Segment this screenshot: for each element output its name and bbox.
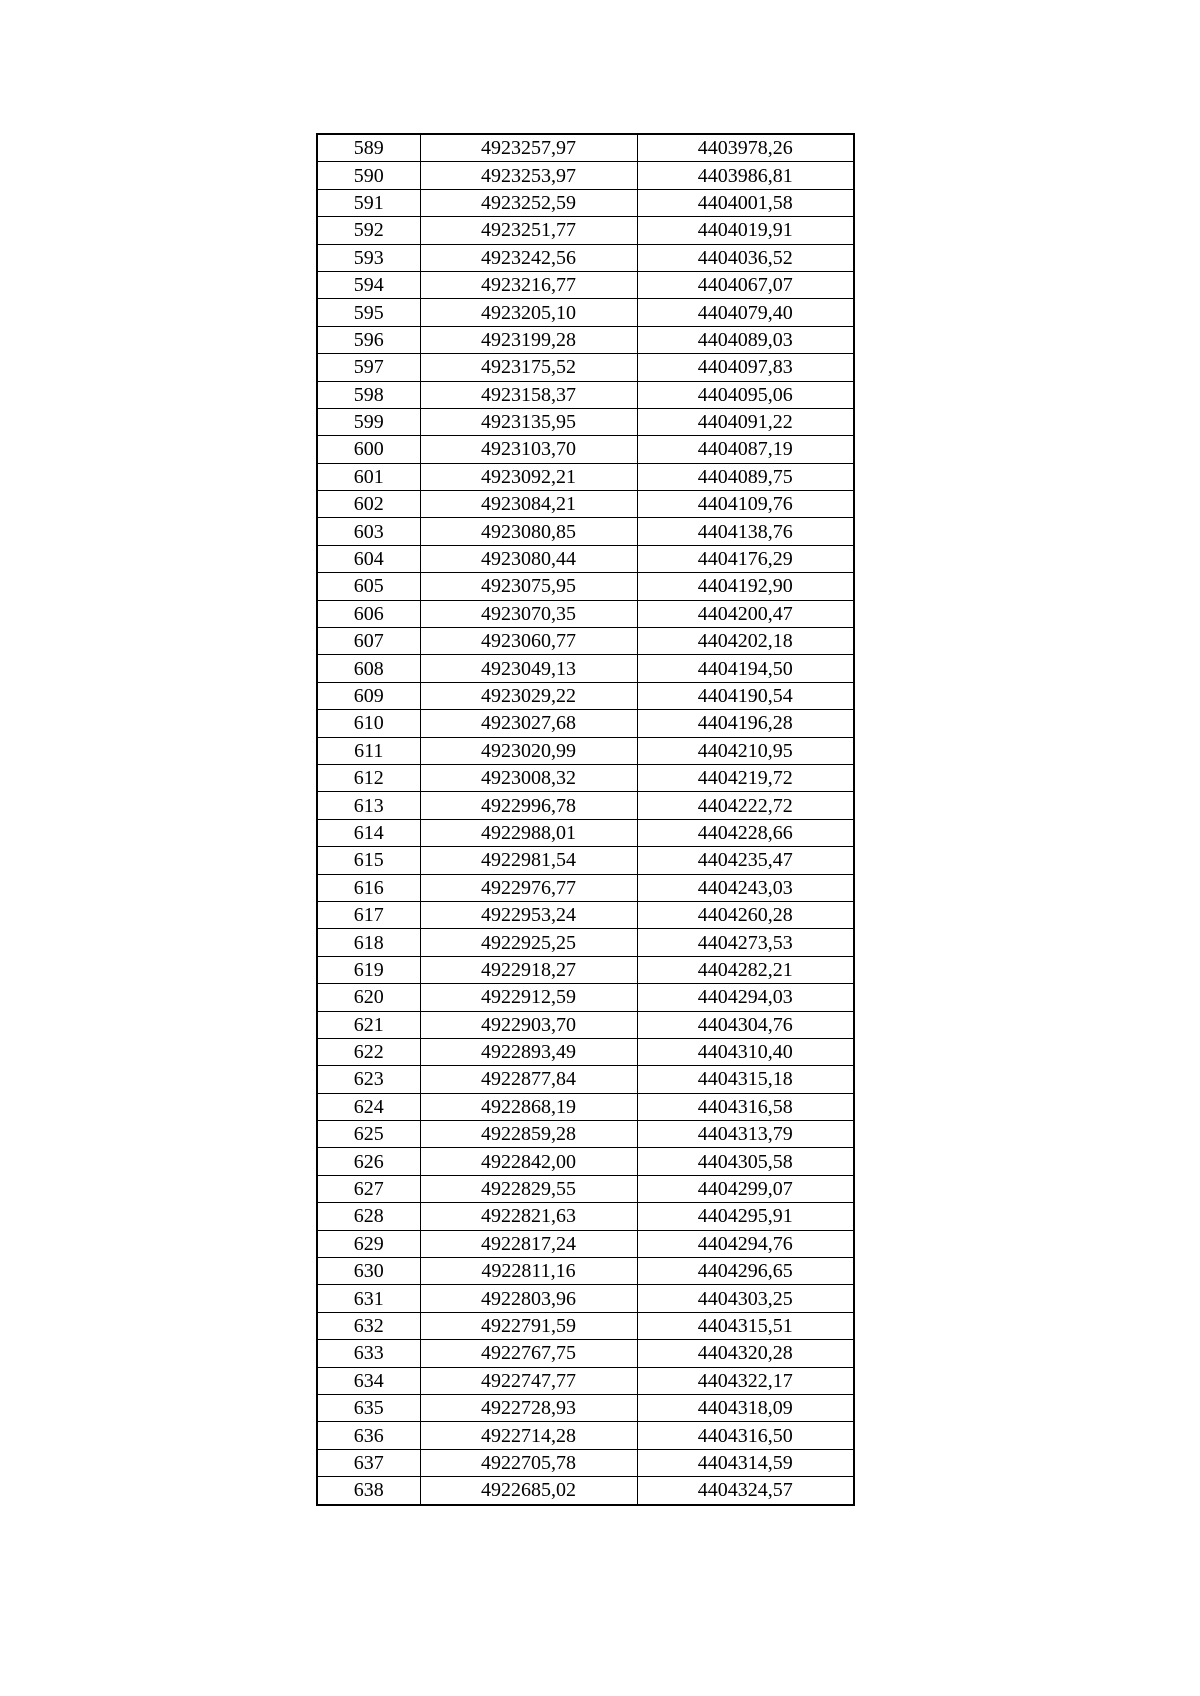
y-coordinate-cell: 4404310,40 bbox=[637, 1038, 854, 1065]
coordinates-table bbox=[316, 133, 855, 1506]
table-row bbox=[317, 682, 854, 709]
x-coordinate-cell: 4923092,21 bbox=[420, 463, 637, 490]
table-row bbox=[317, 299, 854, 326]
x-coordinate-cell: 4922877,84 bbox=[420, 1066, 637, 1093]
table-row bbox=[317, 1203, 854, 1230]
y-coordinate-cell: 4404314,59 bbox=[637, 1449, 854, 1476]
point-number-cell: 615 bbox=[317, 847, 420, 874]
table-row bbox=[317, 134, 854, 162]
table-row bbox=[317, 1449, 854, 1476]
table-row bbox=[317, 1093, 854, 1120]
table-row bbox=[317, 1148, 854, 1175]
point-number-cell: 608 bbox=[317, 655, 420, 682]
x-coordinate-cell: 4923252,59 bbox=[420, 189, 637, 216]
x-coordinate-cell: 4922728,93 bbox=[420, 1394, 637, 1421]
x-coordinate-cell: 4922714,28 bbox=[420, 1422, 637, 1449]
x-coordinate-cell: 4923103,70 bbox=[420, 436, 637, 463]
x-coordinate-cell: 4923060,77 bbox=[420, 628, 637, 655]
point-number-cell: 599 bbox=[317, 408, 420, 435]
y-coordinate-cell: 4404202,18 bbox=[637, 628, 854, 655]
table-row bbox=[317, 162, 854, 189]
x-coordinate-cell: 4923029,22 bbox=[420, 682, 637, 709]
y-coordinate-cell: 4404097,83 bbox=[637, 354, 854, 381]
x-coordinate-cell: 4923080,85 bbox=[420, 518, 637, 545]
y-coordinate-cell: 4404316,58 bbox=[637, 1093, 854, 1120]
point-number-cell: 638 bbox=[317, 1477, 420, 1505]
y-coordinate-cell: 4404089,03 bbox=[637, 326, 854, 353]
point-number-cell: 618 bbox=[317, 929, 420, 956]
y-coordinate-cell: 4404260,28 bbox=[637, 901, 854, 928]
table-row bbox=[317, 189, 854, 216]
x-coordinate-cell: 4922953,24 bbox=[420, 901, 637, 928]
point-number-cell: 598 bbox=[317, 381, 420, 408]
y-coordinate-cell: 4404001,58 bbox=[637, 189, 854, 216]
table-row bbox=[317, 1258, 854, 1285]
table-row bbox=[317, 1477, 854, 1505]
point-number-cell: 611 bbox=[317, 737, 420, 764]
y-coordinate-cell: 4404303,25 bbox=[637, 1285, 854, 1312]
table-row bbox=[317, 573, 854, 600]
table-row bbox=[317, 1312, 854, 1339]
point-number-cell: 637 bbox=[317, 1449, 420, 1476]
y-coordinate-cell: 4404222,72 bbox=[637, 792, 854, 819]
point-number-cell: 594 bbox=[317, 271, 420, 298]
x-coordinate-cell: 4922925,25 bbox=[420, 929, 637, 956]
y-coordinate-cell: 4404299,07 bbox=[637, 1175, 854, 1202]
x-coordinate-cell: 4923049,13 bbox=[420, 655, 637, 682]
table-row bbox=[317, 381, 854, 408]
y-coordinate-cell: 4404304,76 bbox=[637, 1011, 854, 1038]
table-row bbox=[317, 984, 854, 1011]
point-number-cell: 619 bbox=[317, 956, 420, 983]
table-row bbox=[317, 326, 854, 353]
y-coordinate-cell: 4404067,07 bbox=[637, 271, 854, 298]
point-number-cell: 609 bbox=[317, 682, 420, 709]
table-row bbox=[317, 847, 854, 874]
y-coordinate-cell: 4404095,06 bbox=[637, 381, 854, 408]
y-coordinate-cell: 4404294,03 bbox=[637, 984, 854, 1011]
table-row bbox=[317, 271, 854, 298]
table-row bbox=[317, 1230, 854, 1257]
table-row bbox=[317, 545, 854, 572]
table-row bbox=[317, 929, 854, 956]
y-coordinate-cell: 4404196,28 bbox=[637, 710, 854, 737]
table-row bbox=[317, 819, 854, 846]
x-coordinate-cell: 4922912,59 bbox=[420, 984, 637, 1011]
x-coordinate-cell: 4922791,59 bbox=[420, 1312, 637, 1339]
y-coordinate-cell: 4404036,52 bbox=[637, 244, 854, 271]
y-coordinate-cell: 4404194,50 bbox=[637, 655, 854, 682]
x-coordinate-cell: 4923027,68 bbox=[420, 710, 637, 737]
table-row bbox=[317, 408, 854, 435]
point-number-cell: 591 bbox=[317, 189, 420, 216]
y-coordinate-cell: 4404294,76 bbox=[637, 1230, 854, 1257]
y-coordinate-cell: 4404091,22 bbox=[637, 408, 854, 435]
coordinates-table-body bbox=[317, 134, 854, 1505]
table-row bbox=[317, 1121, 854, 1148]
x-coordinate-cell: 4923135,95 bbox=[420, 408, 637, 435]
table-row bbox=[317, 491, 854, 518]
table-row bbox=[317, 1422, 854, 1449]
table-row bbox=[317, 628, 854, 655]
y-coordinate-cell: 4404243,03 bbox=[637, 874, 854, 901]
point-number-cell: 601 bbox=[317, 463, 420, 490]
point-number-cell: 597 bbox=[317, 354, 420, 381]
table-row bbox=[317, 1285, 854, 1312]
table-row bbox=[317, 1394, 854, 1421]
x-coordinate-cell: 4923080,44 bbox=[420, 545, 637, 572]
x-coordinate-cell: 4922803,96 bbox=[420, 1285, 637, 1312]
y-coordinate-cell: 4404087,19 bbox=[637, 436, 854, 463]
y-coordinate-cell: 4404320,28 bbox=[637, 1340, 854, 1367]
table-row bbox=[317, 1038, 854, 1065]
x-coordinate-cell: 4923084,21 bbox=[420, 491, 637, 518]
point-number-cell: 612 bbox=[317, 764, 420, 791]
y-coordinate-cell: 4404316,50 bbox=[637, 1422, 854, 1449]
point-number-cell: 602 bbox=[317, 491, 420, 518]
x-coordinate-cell: 4923257,97 bbox=[420, 134, 637, 162]
x-coordinate-cell: 4922918,27 bbox=[420, 956, 637, 983]
point-number-cell: 613 bbox=[317, 792, 420, 819]
y-coordinate-cell: 4404318,09 bbox=[637, 1394, 854, 1421]
x-coordinate-cell: 4922893,49 bbox=[420, 1038, 637, 1065]
y-coordinate-cell: 4404305,58 bbox=[637, 1148, 854, 1175]
table-row bbox=[317, 901, 854, 928]
table-row bbox=[317, 436, 854, 463]
point-number-cell: 633 bbox=[317, 1340, 420, 1367]
y-coordinate-cell: 4404324,57 bbox=[637, 1477, 854, 1505]
x-coordinate-cell: 4922767,75 bbox=[420, 1340, 637, 1367]
point-number-cell: 603 bbox=[317, 518, 420, 545]
point-number-cell: 627 bbox=[317, 1175, 420, 1202]
x-coordinate-cell: 4922859,28 bbox=[420, 1121, 637, 1148]
point-number-cell: 625 bbox=[317, 1121, 420, 1148]
y-coordinate-cell: 4403978,26 bbox=[637, 134, 854, 162]
y-coordinate-cell: 4404109,76 bbox=[637, 491, 854, 518]
x-coordinate-cell: 4923251,77 bbox=[420, 217, 637, 244]
y-coordinate-cell: 4404315,18 bbox=[637, 1066, 854, 1093]
x-coordinate-cell: 4923020,99 bbox=[420, 737, 637, 764]
table-row bbox=[317, 1011, 854, 1038]
y-coordinate-cell: 4403986,81 bbox=[637, 162, 854, 189]
point-number-cell: 589 bbox=[317, 134, 420, 162]
point-number-cell: 636 bbox=[317, 1422, 420, 1449]
point-number-cell: 606 bbox=[317, 600, 420, 627]
x-coordinate-cell: 4922811,16 bbox=[420, 1258, 637, 1285]
point-number-cell: 605 bbox=[317, 573, 420, 600]
x-coordinate-cell: 4922817,24 bbox=[420, 1230, 637, 1257]
x-coordinate-cell: 4922821,63 bbox=[420, 1203, 637, 1230]
point-number-cell: 604 bbox=[317, 545, 420, 572]
x-coordinate-cell: 4922976,77 bbox=[420, 874, 637, 901]
table-row bbox=[317, 244, 854, 271]
y-coordinate-cell: 4404138,76 bbox=[637, 518, 854, 545]
point-number-cell: 616 bbox=[317, 874, 420, 901]
x-coordinate-cell: 4922868,19 bbox=[420, 1093, 637, 1120]
point-number-cell: 623 bbox=[317, 1066, 420, 1093]
y-coordinate-cell: 4404295,91 bbox=[637, 1203, 854, 1230]
table-row bbox=[317, 792, 854, 819]
point-number-cell: 621 bbox=[317, 1011, 420, 1038]
table-row bbox=[317, 1066, 854, 1093]
y-coordinate-cell: 4404313,79 bbox=[637, 1121, 854, 1148]
point-number-cell: 600 bbox=[317, 436, 420, 463]
y-coordinate-cell: 4404200,47 bbox=[637, 600, 854, 627]
x-coordinate-cell: 4922829,55 bbox=[420, 1175, 637, 1202]
point-number-cell: 630 bbox=[317, 1258, 420, 1285]
table-row bbox=[317, 737, 854, 764]
table-row bbox=[317, 1340, 854, 1367]
point-number-cell: 624 bbox=[317, 1093, 420, 1120]
x-coordinate-cell: 4923008,32 bbox=[420, 764, 637, 791]
y-coordinate-cell: 4404273,53 bbox=[637, 929, 854, 956]
x-coordinate-cell: 4922705,78 bbox=[420, 1449, 637, 1476]
table-row bbox=[317, 1175, 854, 1202]
x-coordinate-cell: 4923253,97 bbox=[420, 162, 637, 189]
x-coordinate-cell: 4922842,00 bbox=[420, 1148, 637, 1175]
y-coordinate-cell: 4404190,54 bbox=[637, 682, 854, 709]
y-coordinate-cell: 4404228,66 bbox=[637, 819, 854, 846]
point-number-cell: 617 bbox=[317, 901, 420, 928]
point-number-cell: 635 bbox=[317, 1394, 420, 1421]
point-number-cell: 614 bbox=[317, 819, 420, 846]
table-row bbox=[317, 710, 854, 737]
x-coordinate-cell: 4922685,02 bbox=[420, 1477, 637, 1505]
x-coordinate-cell: 4922996,78 bbox=[420, 792, 637, 819]
x-coordinate-cell: 4923216,77 bbox=[420, 271, 637, 298]
x-coordinate-cell: 4923075,95 bbox=[420, 573, 637, 600]
point-number-cell: 629 bbox=[317, 1230, 420, 1257]
y-coordinate-cell: 4404315,51 bbox=[637, 1312, 854, 1339]
x-coordinate-cell: 4922981,54 bbox=[420, 847, 637, 874]
table-row bbox=[317, 600, 854, 627]
point-number-cell: 590 bbox=[317, 162, 420, 189]
y-coordinate-cell: 4404235,47 bbox=[637, 847, 854, 874]
table-row bbox=[317, 874, 854, 901]
table-row bbox=[317, 1367, 854, 1394]
table-row bbox=[317, 354, 854, 381]
point-number-cell: 634 bbox=[317, 1367, 420, 1394]
point-number-cell: 607 bbox=[317, 628, 420, 655]
point-number-cell: 628 bbox=[317, 1203, 420, 1230]
x-coordinate-cell: 4923199,28 bbox=[420, 326, 637, 353]
point-number-cell: 595 bbox=[317, 299, 420, 326]
point-number-cell: 610 bbox=[317, 710, 420, 737]
x-coordinate-cell: 4923158,37 bbox=[420, 381, 637, 408]
x-coordinate-cell: 4922747,77 bbox=[420, 1367, 637, 1394]
x-coordinate-cell: 4923242,56 bbox=[420, 244, 637, 271]
table-row bbox=[317, 518, 854, 545]
point-number-cell: 592 bbox=[317, 217, 420, 244]
table-row bbox=[317, 655, 854, 682]
y-coordinate-cell: 4404296,65 bbox=[637, 1258, 854, 1285]
y-coordinate-cell: 4404192,90 bbox=[637, 573, 854, 600]
x-coordinate-cell: 4923175,52 bbox=[420, 354, 637, 381]
point-number-cell: 626 bbox=[317, 1148, 420, 1175]
y-coordinate-cell: 4404219,72 bbox=[637, 764, 854, 791]
table-row bbox=[317, 463, 854, 490]
point-number-cell: 620 bbox=[317, 984, 420, 1011]
y-coordinate-cell: 4404282,21 bbox=[637, 956, 854, 983]
x-coordinate-cell: 4923070,35 bbox=[420, 600, 637, 627]
point-number-cell: 631 bbox=[317, 1285, 420, 1312]
table-row bbox=[317, 956, 854, 983]
x-coordinate-cell: 4922903,70 bbox=[420, 1011, 637, 1038]
point-number-cell: 596 bbox=[317, 326, 420, 353]
point-number-cell: 632 bbox=[317, 1312, 420, 1339]
y-coordinate-cell: 4404089,75 bbox=[637, 463, 854, 490]
y-coordinate-cell: 4404322,17 bbox=[637, 1367, 854, 1394]
y-coordinate-cell: 4404019,91 bbox=[637, 217, 854, 244]
point-number-cell: 593 bbox=[317, 244, 420, 271]
table-row bbox=[317, 764, 854, 791]
y-coordinate-cell: 4404210,95 bbox=[637, 737, 854, 764]
point-number-cell: 622 bbox=[317, 1038, 420, 1065]
table-row bbox=[317, 217, 854, 244]
x-coordinate-cell: 4922988,01 bbox=[420, 819, 637, 846]
y-coordinate-cell: 4404176,29 bbox=[637, 545, 854, 572]
x-coordinate-cell: 4923205,10 bbox=[420, 299, 637, 326]
y-coordinate-cell: 4404079,40 bbox=[637, 299, 854, 326]
